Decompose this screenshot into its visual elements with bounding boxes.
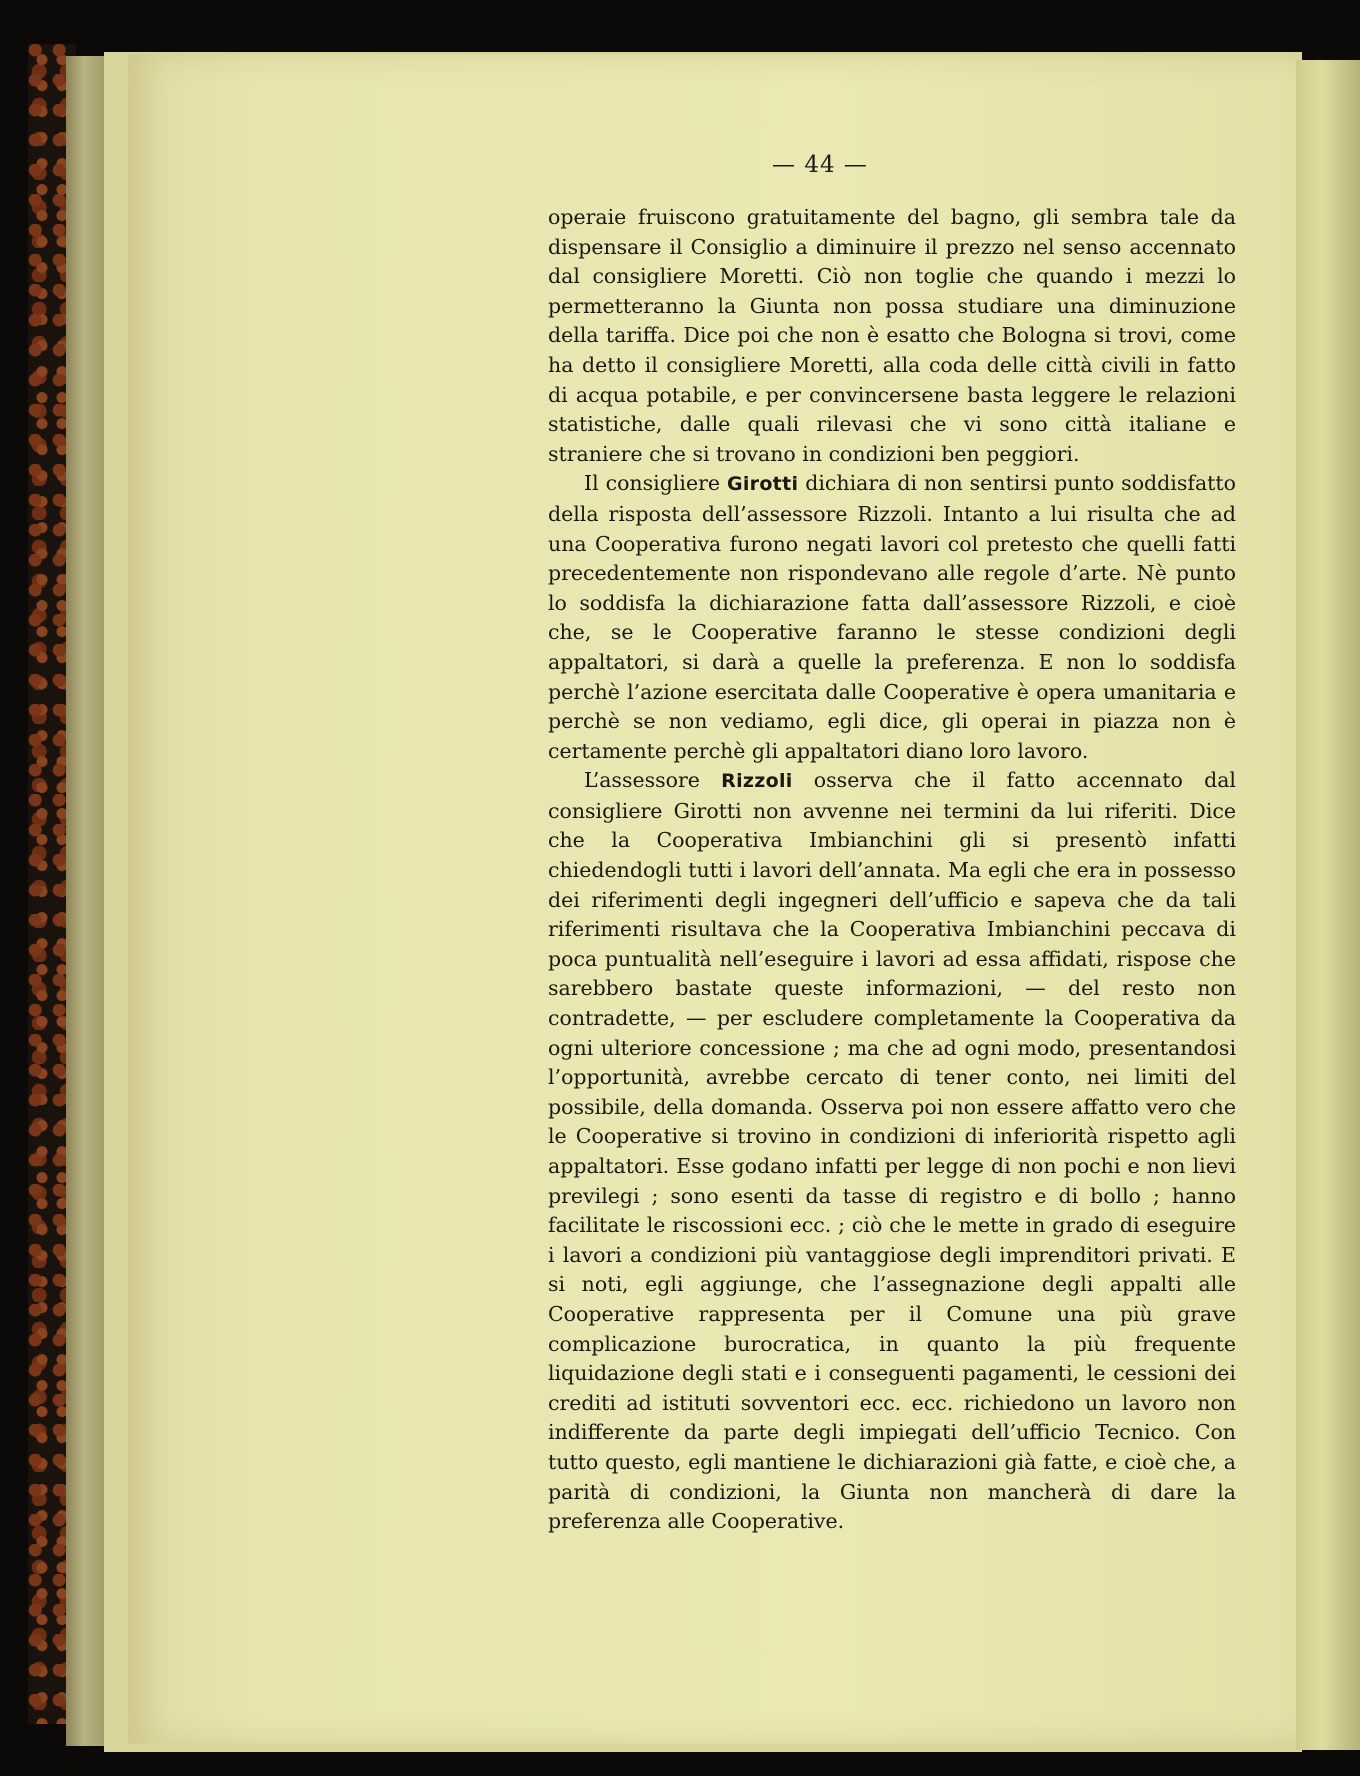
- paragraph: [548, 766, 1236, 1536]
- paragraph-text: L’assessore: [584, 768, 722, 793]
- paragraph-text: dichiara di non sentirsi punto soddisfatto della risposta dell’assessore Rizzoli. Intanto a lui risulta che ad una Cooperativa furono negati lavori col pretesto che quelli fatti precedentemente non rispondevano alle regole d’arte. Nè punto lo soddisfa la dichiarazione fatta dall’assessore Rizzoli, e cioè che, se le Cooperative faranno le stesse condizioni degli appaltatori, si darà a quelle la preferenza. E non lo soddisfa perchè l’azione esercitata dalle Cooperative è opera umanitaria e perchè se non vediamo, egli dice, gli operai in piazza non è certamente perchè gli appaltatori diano loro lavoro.: [548, 471, 1236, 763]
- speaker-name: Girotti: [726, 473, 799, 496]
- paragraph: [548, 203, 1236, 469]
- body-text: [548, 203, 1236, 1537]
- page-number: — 44 —: [772, 152, 868, 178]
- paragraph-text: Il consigliere: [584, 471, 727, 496]
- paragraph-text: operaie fruiscono gratuitamente del bagno, gli sembra tale da dispensare il Consiglio a diminuire il prezzo nel senso accennato dal consigliere Moretti. Ciò non toglie che quando i mezzi lo permetteranno la Giunta non possa studiare una diminuzione della tariffa. Dice poi che non è esatto che Bologna si trovi, come ha detto il consigliere Moretti, alla coda delle città civili in fatto di acqua potabile, e per convincersene basta leggere le relazioni statistiche, dalle quali rilevasi che vi sono città italiane e straniere che si trovano in condizioni ben peggiori.: [548, 205, 1236, 466]
- speaker-name: Rizzoli: [721, 770, 793, 793]
- paragraph: [548, 469, 1236, 766]
- page-gutter-right: [1296, 60, 1360, 1750]
- paragraph-text: osserva che il fatto accennato dal consigliere Girotti non avvenne nei termini da lui riferiti. Dice che la Cooperativa Imbianchini gli si presentò infatti chiedendogli tutti i lavori dell’annata. Ma egli che era in possesso dei riferimenti degli ingegneri dell’ufficio e sapeva che da tali riferimenti risultava che la Cooperativa Imbianchini peccava di poca puntualità nell’eseguire i lavori ad essa affidati, rispose che sarebbero bastate queste informazioni, — del resto non contradette, — per escludere completamente la Cooperativa da ogni ulteriore concessione ; ma che ad ogni modo, presentandosi l’opportunità, avrebbe cercato di tener conto, nei limiti del possibile, della domanda. Osserva poi non essere affatto vero che le Cooperative si trovino in condizioni di inferiorità rispetto agli appaltatori. Esse godano infatti per legge di non pochi e non lievi previlegi ; sono esenti da tasse di registro e di bollo ; hanno facilitate le riscossioni ecc. ; ciò che le mette in grado di eseguire i lavori a condizioni più vantaggiose degli imprenditori privati. E si noti, egli aggiunge, che l’assegnazione degli appalti alle Cooperative rappresenta per il Comune una più grave complicazione burocratica, in quanto la più frequente liquidazione degli stati e i conseguenti pagamenti, le cessioni dei crediti ad istituti sovventori ecc. ecc. richiedono un lavoro non indifferente da parte degli impiegati dell’ufficio Tecnico. Con tutto questo, egli mantiene le dichiarazioni già fatte, e cioè che, a parità di condizioni, la Giunta non mancherà di dare la preferenza alle Cooperative.: [548, 768, 1236, 1534]
